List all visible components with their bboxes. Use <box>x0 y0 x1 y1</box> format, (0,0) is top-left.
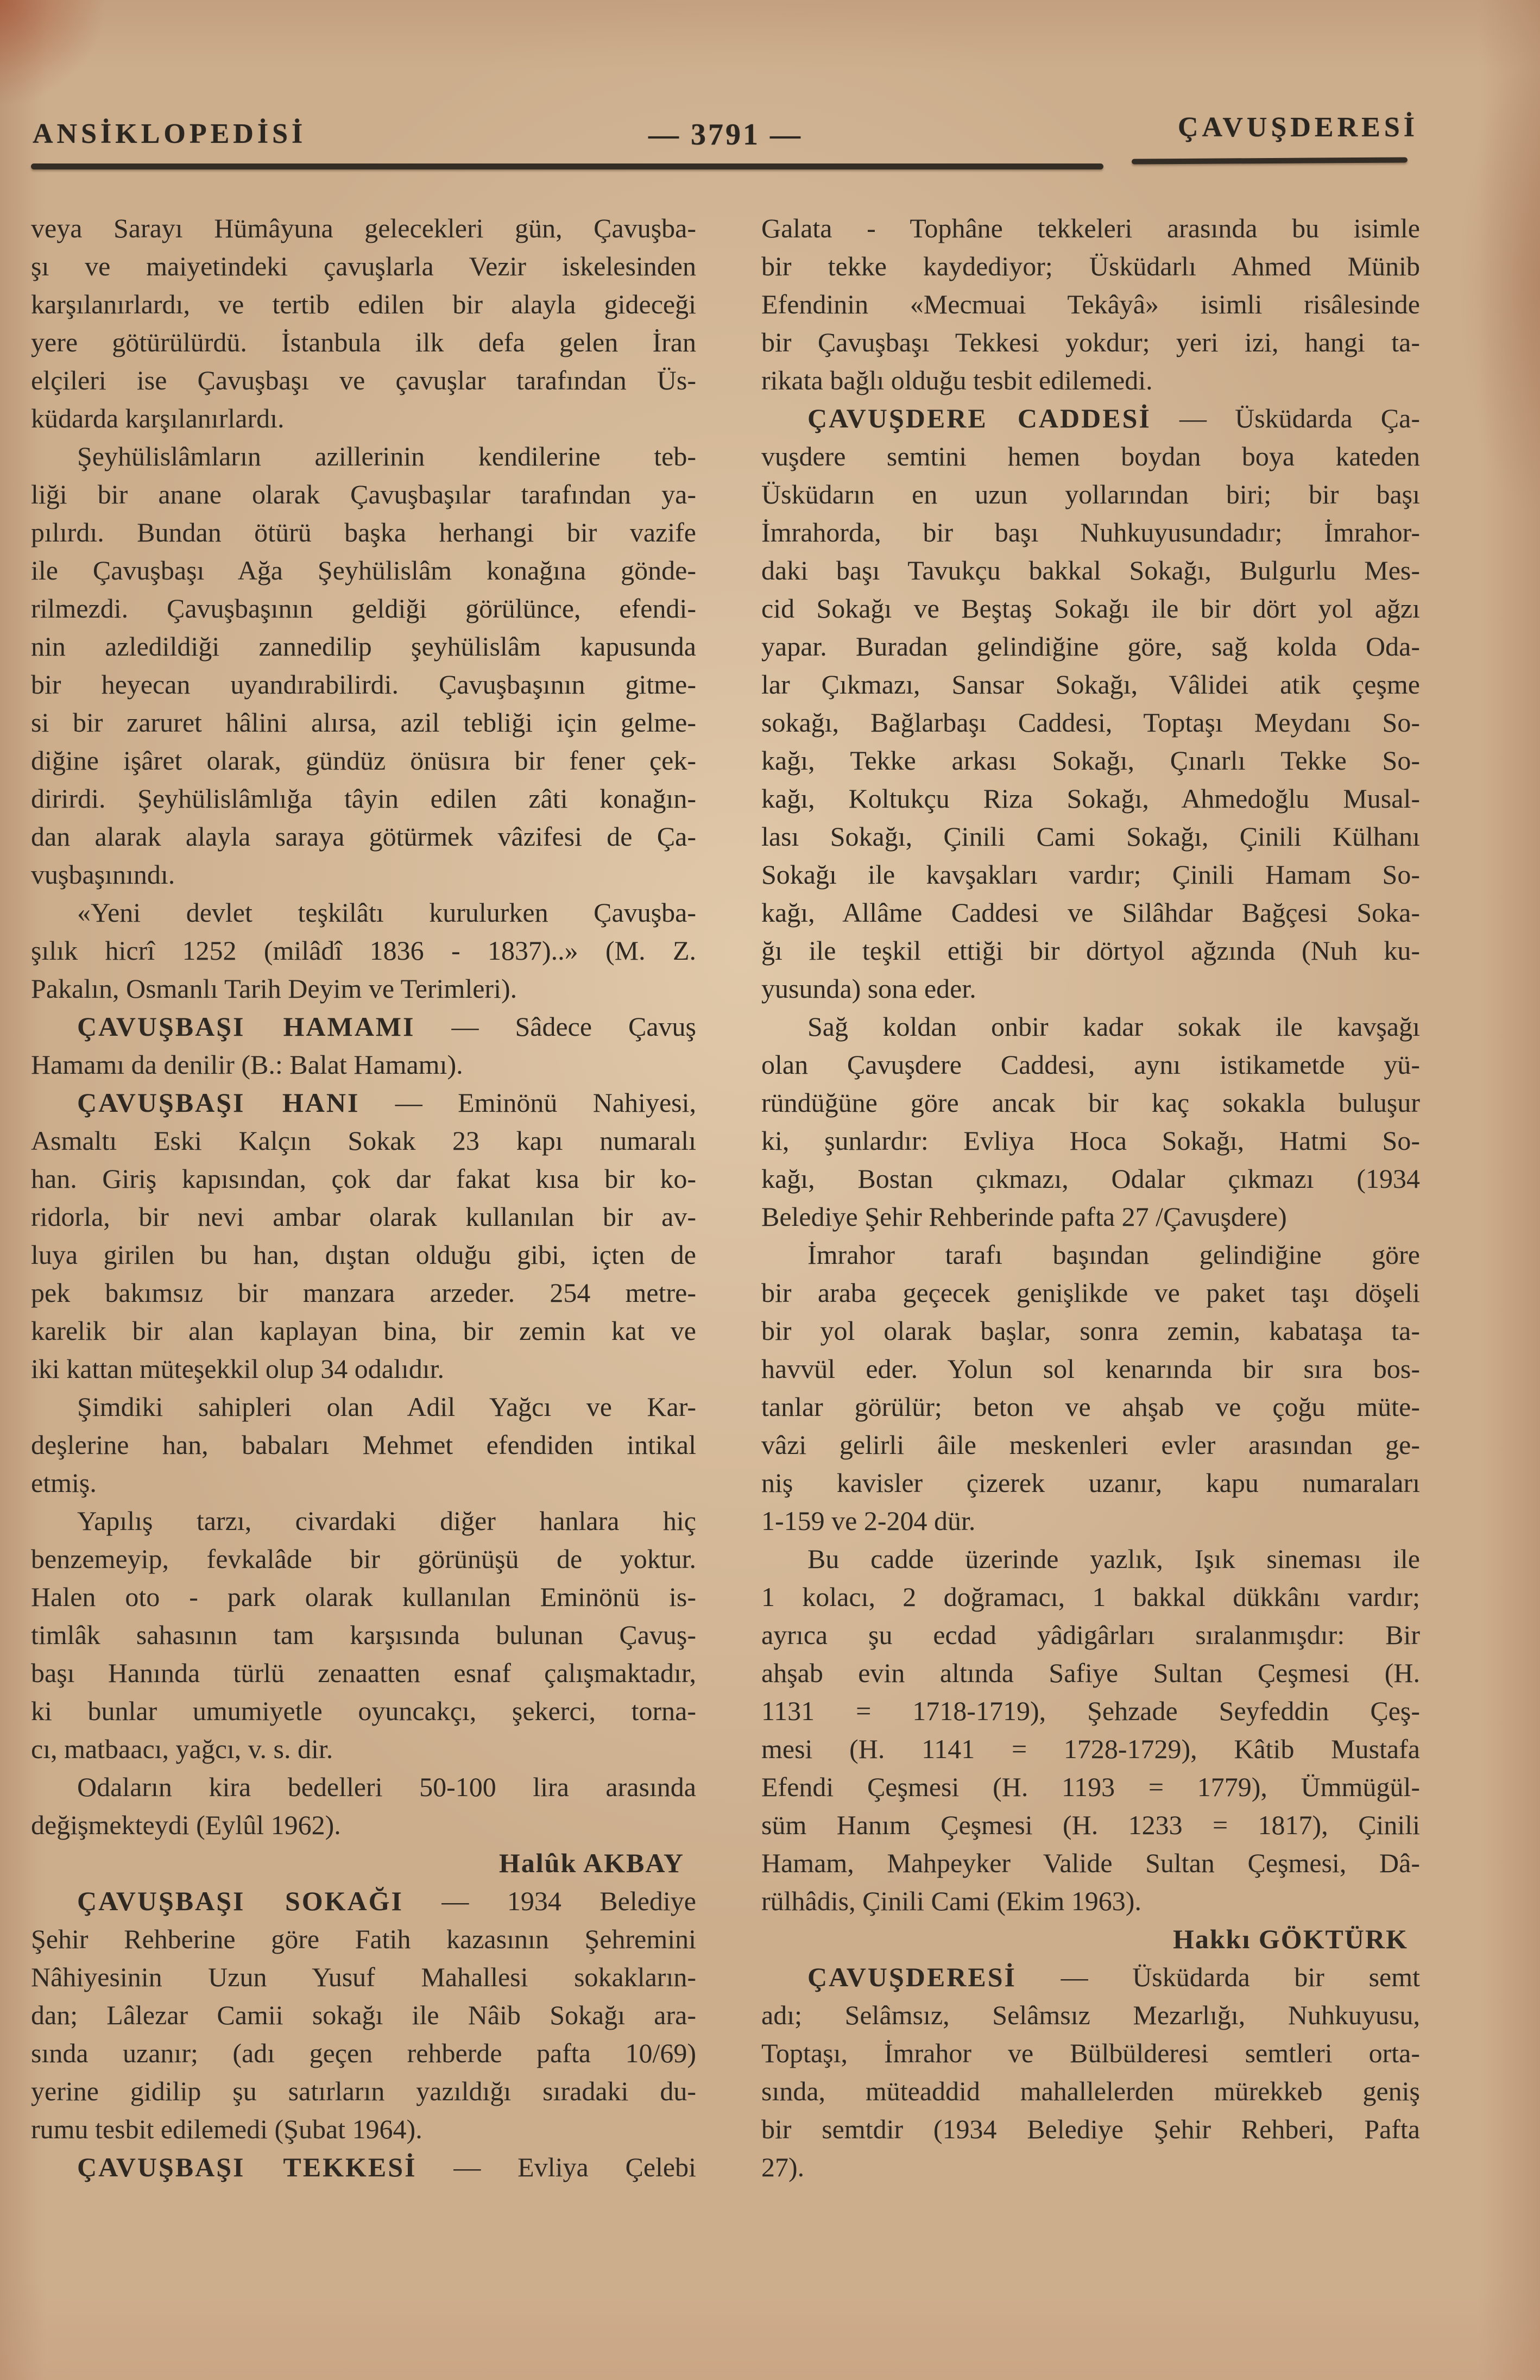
text-line: elçileri ise Çavuşbaşı ve çavuşlar tarafından Üs- <box>31 365 696 395</box>
text-line: ründüğüne göre ancak bir kaç sokakla buluşur <box>761 1087 1420 1118</box>
text-line: veya Sarayı Hümâyuna gelecekleri gün, Çavuşba- <box>31 213 696 243</box>
text-line: yapar. Buradan gelindiğine göre, sağ kolda Oda- <box>761 631 1420 662</box>
text-line: Hamam, Mahpeyker Valide Sultan Çeşmesi, Dâ- <box>761 1848 1420 1878</box>
text-line: olan Çavuşdere Caddesi, aynı istikametde yü- <box>761 1049 1420 1080</box>
entry-heading-line: ÇAVUŞDERE CADDESİ — Üsküdarda Ça- <box>807 403 1420 433</box>
entry-heading-line: ÇAVUŞDERESİ — Üsküdarda bir semt <box>807 1962 1420 1992</box>
text-line: nin azledildiği zannedilip şeyhülislâm kapusunda <box>31 631 696 662</box>
entry-heading-line: ÇAVUŞBAŞI SOKAĞI — 1934 Belediye <box>77 1886 696 1916</box>
text-line: ki bunlar umumiyetle oyuncakçı, şekerci, torna- <box>31 1696 696 1726</box>
text-line: ayrıca şu ecdad yâdigârları sıralanmışdır: Bir <box>761 1620 1420 1650</box>
text-line: Şimdiki sahipleri olan Adil Yağcı ve Kar- <box>77 1392 696 1422</box>
entry-title: ÇAVUŞBAŞI SOKAĞI <box>77 1886 403 1916</box>
running-head-left: ANSİKLOPEDİSİ <box>33 118 307 149</box>
text-line: lar Çıkmazı, Sansar Sokağı, Vâlidei atik çeşme <box>761 669 1420 700</box>
text-line: Şeyhülislâmların azillerinin kendilerine teb- <box>77 441 696 471</box>
text-line: kağı, Bostan çıkmazı, Odalar çıkmazı (1934 <box>761 1163 1420 1194</box>
text-line: timlâk sahasının tam karşısında bulunan Çavuş- <box>31 1620 696 1650</box>
author-signature: Hakkı GÖKTÜRK <box>1172 1924 1408 1954</box>
text-line: liği bir anane olarak Çavuşbaşılar tarafından ya- <box>31 479 696 509</box>
text-line: kağı, Tekke arkası Sokağı, Çınarlı Tekke So- <box>761 745 1420 776</box>
text-line: tanlar görülür; beton ve ahşab ve çoğu müte- <box>761 1392 1420 1422</box>
text-line: Üsküdarın en uzun yollarından biri; bir başı <box>761 479 1420 509</box>
text-line: lası Sokağı, Çinili Cami Sokağı, Çinili Külhanı <box>761 821 1420 852</box>
text-line: 1-159 ve 2-204 dür. <box>761 1506 976 1536</box>
text-line: vuşdere semtini hemen boydan boya kateden <box>761 441 1420 471</box>
text-line: rülhâdis, Çinili Cami (Ekim 1963). <box>761 1886 1141 1916</box>
text-line: kağı, Koltukçu Riza Sokağı, Ahmedoğlu Musal- <box>761 783 1420 814</box>
text-line: si bir zaruret hâlini alırsa, azil tebliği için gelme- <box>31 707 696 738</box>
text-line: Asmaltı Eski Kalçın Sokak 23 kapı numaralı <box>31 1125 696 1156</box>
entry-title: ÇAVUŞDERE CADDESİ <box>807 403 1151 433</box>
text-line: Halen oto - park olarak kullanılan Eminönü is- <box>31 1582 696 1612</box>
text-line: vâzi gelirli âile meskenleri evler arasından ge- <box>761 1430 1420 1460</box>
text-line: Belediye Şehir Rehberinde pafta 27 /Çavuşdere) <box>761 1201 1287 1232</box>
text-line: luya girilen bu han, dıştan olduğu gibi, içten de <box>31 1239 696 1270</box>
text-line: diğine işâret olarak, gündüz önüsıra bir fener çek- <box>31 745 696 776</box>
text-line: İmrahorda, bir başı Nuhkuyusundadır; İmrahor- <box>761 517 1420 547</box>
text-line: han. Giriş kapısından, çok dar fakat kısa bir ko- <box>31 1163 696 1194</box>
text-line: 1131 = 1718-1719), Şehzade Seyfeddin Çeş- <box>761 1696 1420 1726</box>
entry-title: ÇAVUŞBAŞI HANI <box>77 1087 360 1118</box>
text-line: dirirdi. Şeyhülislâmlığa tâyin edilen zâti konağın- <box>31 783 696 814</box>
text-column-left <box>31 209 696 2186</box>
entry-heading-line: ÇAVUŞBAŞI HAMAMI — Sâdece Çavuş <box>77 1011 696 1042</box>
text-line: küdarda karşılanırlardı. <box>31 403 285 433</box>
text-line: yere götürülürdü. İstanbula ilk defa gelen İran <box>31 327 696 357</box>
entry-title: ÇAVUŞBAŞI TEKKESİ <box>77 2152 417 2182</box>
text-line: kağı, Allâme Caddesi ve Silâhdar Bağçesi Soka- <box>761 897 1420 928</box>
text-line: süm Hanım Çeşmesi (H. 1233 = 1817), Çinili <box>761 1810 1420 1840</box>
entry-title: ÇAVUŞDERESİ <box>807 1962 1017 1992</box>
text-line: sında uzanır; (adı geçen rehberde pafta 10/69) <box>31 2038 696 2068</box>
author-signature: Halûk AKBAY <box>498 1848 684 1878</box>
text-line: Bu cadde üzerinde yazlık, Işık sineması ile <box>807 1544 1420 1574</box>
text-line: havvül eder. Yolun sol kenarında bir sıra bos- <box>761 1353 1420 1384</box>
text-line: pılırdı. Bundan ötürü başka herhangi bir vazife <box>31 517 696 547</box>
running-head-right: ÇAVUŞDERESİ <box>1177 112 1418 143</box>
text-line: ahşab evin altında Safiye Sultan Çeşmesi (H. <box>761 1658 1420 1688</box>
text-line: İmrahor tarafı başından gelindiğine göre <box>807 1239 1420 1270</box>
text-line: bir tekke kaydediyor; Üsküdarlı Ahmed Münib <box>761 251 1420 281</box>
text-line: 27). <box>761 2152 805 2182</box>
text-line: cı, matbaacı, yağcı, v. s. dir. <box>31 1734 333 1764</box>
text-line: 1 kolacı, 2 doğramacı, 1 bakkal dükkânı vardır; <box>761 1582 1420 1612</box>
text-line: Efendi Çeşmesi (H. 1193 = 1779), Ümmügül- <box>761 1772 1420 1802</box>
text-line: bir araba geçecek genişlikde ve paket taşı döşeli <box>761 1277 1420 1308</box>
text-line: ile Çavuşbaşı Ağa Şeyhülislâm konağına gönde- <box>31 555 696 585</box>
text-line: Şehir Rehberine göre Fatih kazasının Şehremini <box>31 1924 696 1954</box>
text-line: Hamamı da denilir (B.: Balat Hamamı). <box>31 1049 463 1080</box>
text-line: şı ve maiyetindeki çavuşlarla Vezir iskelesinden <box>31 251 696 281</box>
text-line: dan alarak alayla saraya götürmek vâzifesi de Ça- <box>31 821 696 852</box>
text-line: karelik bir alan kaplayan bina, bir zemin kat ve <box>31 1315 696 1346</box>
text-line: Sokağı ile kavşakları vardır; Çinili Hamam So- <box>761 859 1420 890</box>
page-number: — 3791 — <box>648 118 803 152</box>
text-line: bir semtdir (1934 Belediye Şehir Rehberi, Pafta <box>761 2114 1420 2144</box>
text-line: Galata - Tophâne tekkeleri arasında bu isimle <box>761 213 1420 243</box>
text-line: rumu tesbit edilemedi (Şubat 1964). <box>31 2114 422 2144</box>
text-line: bir yol olarak başlar, sonra zemin, kabataşa ta- <box>761 1315 1420 1346</box>
text-line: Nâhiyesinin Uzun Yusuf Mahallesi sokakların- <box>31 1962 696 1992</box>
text-line: rilmezdi. Çavuşbaşının geldiği görülünce, efendi- <box>31 593 696 624</box>
text-line: değişmekteydi (Eylûl 1962). <box>31 1810 341 1840</box>
text-line: benzemeyip, fevkalâde bir görünüşü de yoktur. <box>31 1544 696 1574</box>
text-line: bir Çavuşbaşı Tekkesi yokdur; yeri izi, hangi ta- <box>761 327 1420 357</box>
text-line: ridorla, bir nevi ambar olarak kullanılan bir av- <box>31 1201 696 1232</box>
text-line: rikata bağlı olduğu tesbit edilemedi. <box>761 365 1153 395</box>
text-line: dan; Lâlezar Camii sokağı ile Nâib Sokağı ara- <box>31 2000 696 2030</box>
entry-title: ÇAVUŞBAŞI HAMAMI <box>77 1011 415 1042</box>
text-line: karşılanırlardı, ve tertib edilen bir alayla gideceği <box>31 289 696 319</box>
text-line: etmiş. <box>31 1468 97 1498</box>
text-line: sokağı, Bağlarbaşı Caddesi, Toptaşı Meydanı So- <box>761 707 1420 738</box>
text-line: Odaların kira bedelleri 50-100 lira arasında <box>77 1772 696 1802</box>
entry-heading-line: ÇAVUŞBAŞI TEKKESİ — Evliya Çelebi <box>77 2152 696 2182</box>
text-line: niş kavisler çizerek uzanır, kapu numaraları <box>761 1468 1420 1498</box>
text-line: yerine gidilip şu satırların yazıldığı sıradaki du- <box>31 2076 696 2106</box>
text-line: «Yeni devlet teşkilâtı kurulurken Çavuşba- <box>77 897 696 928</box>
text-line: Yapılış tarzı, civardaki diğer hanlara hiç <box>77 1506 696 1536</box>
text-line: iki kattan müteşekkil olup 34 odalıdır. <box>31 1353 445 1384</box>
text-line: adı; Selâmsız, Selâmsız Mezarlığı, Nuhkuyusu, <box>761 2000 1420 2030</box>
text-line: ki, şunlardır: Evliya Hoca Sokağı, Hatmi So- <box>761 1125 1420 1156</box>
text-line: daki başı Tavukçu bakkal Sokağı, Bulgurlu Mes- <box>761 555 1420 585</box>
text-line: şılık hicrî 1252 (milâdî 1836 - 1837)..» (M. Z. <box>31 935 696 966</box>
text-line: vuşbaşınındı. <box>31 859 175 890</box>
text-line: sında, müteaddid mahallelerden mürekkeb geniş <box>761 2076 1420 2106</box>
header-rule-right <box>1132 157 1408 164</box>
text-line: bir heyecan uyandırabilirdi. Çavuşbaşının gitme- <box>31 669 696 700</box>
text-line: Sağ koldan onbir kadar sokak ile kavşağı <box>807 1011 1420 1042</box>
header-rule-left <box>31 163 1103 169</box>
text-line: Toptaşı, İmrahor ve Bülbülderesi semtleri orta- <box>761 2038 1420 2068</box>
text-line: Efendinin «Mecmuai Tekâyâ» isimli risâlesinde <box>761 289 1420 319</box>
text-line: yusunda) sona eder. <box>761 973 976 1004</box>
text-line: Pakalın, Osmanlı Tarih Deyim ve Terimleri). <box>31 973 517 1004</box>
entry-heading-line: ÇAVUŞBAŞI HANI — Eminönü Nahiyesi, <box>77 1087 696 1118</box>
text-line: ğı ile teşkil ettiği bir dörtyol ağzında (Nuh ku- <box>761 935 1420 966</box>
text-line: başı Hanında türlü zenaatten esnaf çalışmaktadır, <box>31 1658 696 1688</box>
text-line: mesi (H. 1141 = 1728-1729), Kâtib Mustafa <box>761 1734 1420 1764</box>
text-column-right <box>761 209 1420 2186</box>
text-line: cid Sokağı ve Beştaş Sokağı ile bir dört yol ağzı <box>761 593 1420 624</box>
text-line: deşlerine han, babaları Mehmet efendiden intikal <box>31 1430 696 1460</box>
text-line: pek bakımsız bir manzara arzeder. 254 metre- <box>31 1277 696 1308</box>
